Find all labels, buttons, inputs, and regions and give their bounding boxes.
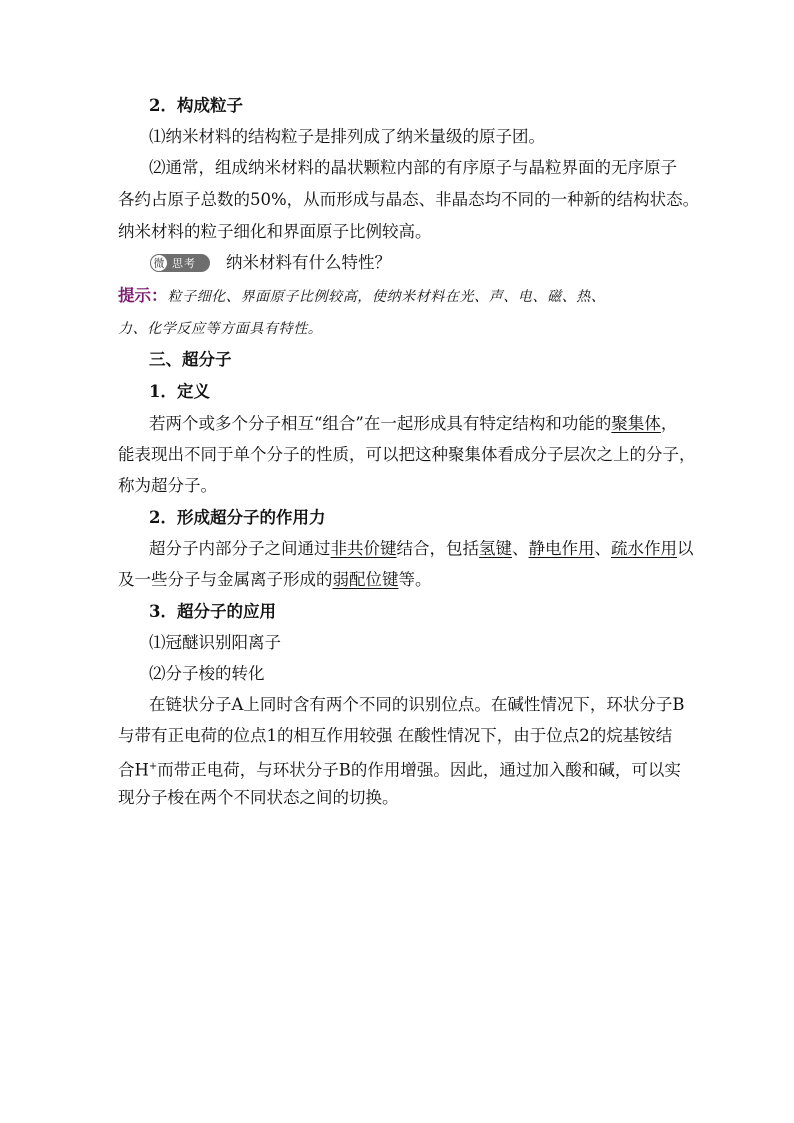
paragraph: 在链状分子A上同时含有两个不同的识别位点。在碱性情况下，环状分子B [149, 695, 685, 714]
paragraph [149, 412, 677, 436]
text: 而带正电荷，与环状分子B的作用增强。因此，通过加入酸和碱，可以实 [157, 760, 681, 780]
paragraph: 称为超分子。 [118, 476, 217, 495]
subheading-applications: 3．超分子的应用 [149, 602, 276, 621]
section-heading-particles: 2．构成粒子 [149, 96, 243, 115]
hint-label: 提示： [118, 286, 168, 305]
text: 、 [594, 539, 611, 558]
section-heading-supramolecule: 三、超分子 [149, 350, 232, 369]
paragraph: ⑵通常，组成纳米材料的晶状颗粒内部的有序原子与晶粒界面的无序原子 [149, 158, 677, 177]
badge-char: 微 [150, 254, 168, 272]
badge-text: 思考 [172, 257, 196, 270]
underlined-term: 疏水作用 [611, 539, 677, 558]
underlined-term: 弱配位键 [332, 570, 399, 589]
text: 结合，包括 [396, 539, 479, 558]
paragraph: ⑵分子梭的转化 [149, 664, 265, 683]
hint-text: 粒子细化、界面原子比例较高，使纳米材料在光、声、电、磁、热、 [167, 289, 606, 305]
paragraph: ⑴冠醚识别阳离子 [149, 633, 281, 652]
paragraph: 能表现出不同于单个分子的性质，可以把这种聚集体看成分子层次之上的分子， [118, 445, 696, 464]
subheading-definition: 1．定义 [149, 382, 210, 401]
paragraph: 各约占原子总数的50%，从而形成与晶态、非晶态均不同的一种新的结构状态。 [118, 190, 700, 209]
paragraph [118, 755, 681, 783]
hint-line [118, 316, 322, 341]
underlined-term: 聚集体 [611, 414, 661, 433]
think-badge-icon [150, 254, 210, 272]
underlined-term: 静电作用 [528, 539, 595, 558]
think-question: 纳米材料有什么特性？ [226, 253, 391, 272]
text: 及一些分子与金属离子形成的 [118, 570, 333, 589]
text: 若两个或多个分子相互“组合”在一起形成具有特定结构和功能的 [149, 414, 612, 433]
paragraph: ⑴纳米材料的结构粒子是排列成了纳米量级的原子团。 [149, 127, 545, 146]
hint-line [118, 284, 606, 309]
paragraph [149, 537, 694, 561]
text: 等。 [398, 570, 432, 589]
underlined-term: 非共价键 [330, 539, 397, 558]
hint-text: 力、化学反应等方面具有特性。 [118, 321, 323, 337]
paragraph [118, 568, 432, 592]
paragraph: 现分子梭在两个不同状态之间的切换。 [118, 788, 399, 807]
text: 、 [512, 539, 529, 558]
text: ， [660, 414, 678, 433]
underlined-term: 氢键 [479, 539, 512, 558]
text: 合H [118, 760, 149, 780]
superscript: + [148, 761, 158, 772]
paragraph: 与带有正电荷的位点1的相互作用较强 在酸性情况下，由于位点2的烷基铵结 [118, 726, 673, 745]
paragraph: 纳米材料的粒子细化和界面原子比例较高。 [118, 222, 432, 241]
subheading-forces: 2．形成超分子的作用力 [149, 508, 326, 527]
text: 超分子内部分子之间通过 [149, 539, 331, 558]
text: 以 [677, 539, 694, 558]
